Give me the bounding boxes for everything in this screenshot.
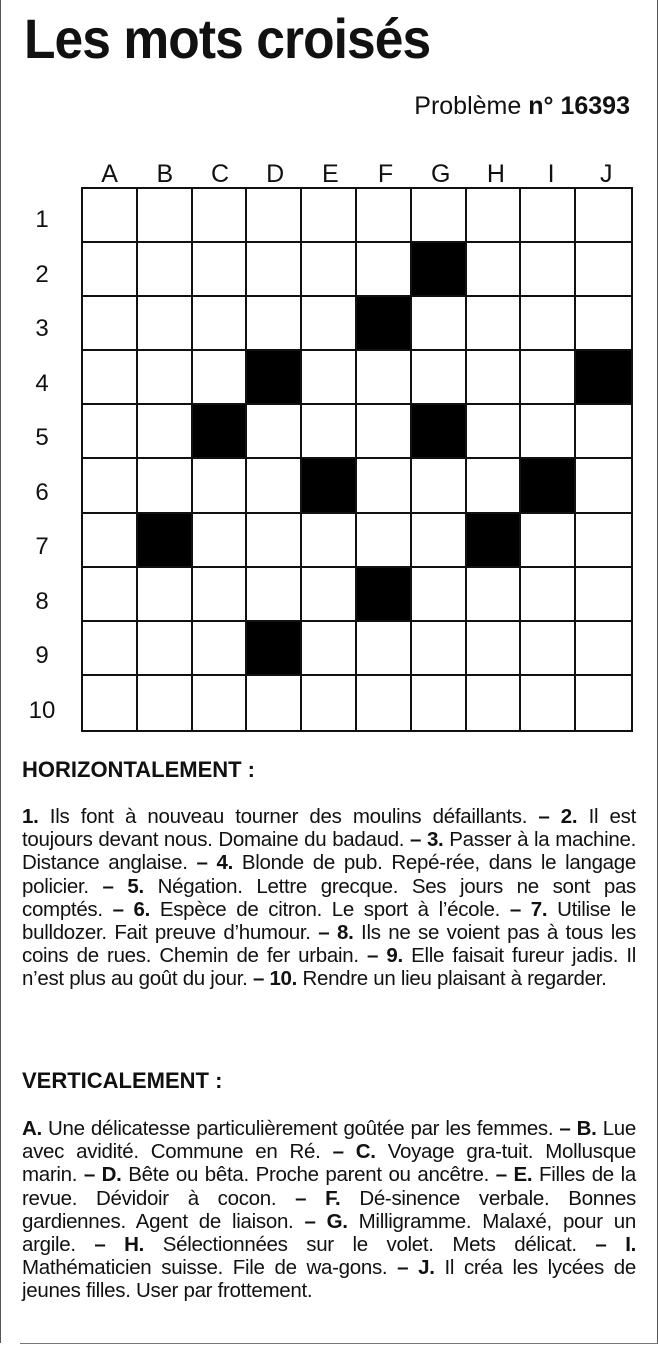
grid-cell-b1[interactable] bbox=[138, 189, 193, 243]
grid-cell-h6[interactable] bbox=[467, 459, 522, 513]
column-labels bbox=[82, 160, 634, 190]
grid-cell-i3[interactable] bbox=[521, 297, 576, 351]
grid-cell-e5[interactable] bbox=[302, 405, 357, 459]
grid-cell-j8[interactable] bbox=[576, 568, 631, 622]
page-border-bottom bbox=[20, 1343, 658, 1344]
row-label-2: 2 bbox=[35, 260, 49, 288]
problem-num-value: 16393 bbox=[560, 92, 630, 120]
clue-text: Une délicatesse particulièrement goûtée par les femmes. bbox=[41, 1117, 554, 1140]
clue-text: Ils font à nouveau tourner des moulins défaillants. bbox=[38, 805, 528, 828]
black-cell-e6 bbox=[302, 459, 357, 513]
black-cell-d4 bbox=[247, 351, 302, 405]
row-label-7: 7 bbox=[35, 533, 49, 560]
clue-text: Il est toujours devant nous. Domaine du badaud. bbox=[22, 805, 636, 852]
clue-number: H. bbox=[124, 1233, 145, 1257]
clue-text: Filles de la revue. Dévidoir à cocon. bbox=[22, 1163, 636, 1210]
grid-cell-j9[interactable] bbox=[576, 622, 631, 676]
row-label-4: 4 bbox=[35, 369, 49, 397]
grid-cell-c2[interactable] bbox=[193, 243, 248, 297]
grid-cell-h3[interactable] bbox=[467, 297, 522, 351]
clue-separator: – bbox=[489, 1163, 514, 1187]
clue-number: 8. bbox=[336, 921, 354, 945]
column-label-g: G bbox=[430, 160, 451, 188]
grid-cell-g3[interactable] bbox=[412, 297, 467, 351]
column-label-b: B bbox=[156, 160, 174, 188]
grid-cell-d10[interactable] bbox=[247, 676, 302, 730]
black-cell-h7 bbox=[467, 514, 522, 568]
grid-cell-c3[interactable] bbox=[193, 297, 248, 351]
page-border-left bbox=[0, 0, 1, 1343]
grid-cell-d3[interactable] bbox=[247, 297, 302, 351]
grid-cell-b5[interactable] bbox=[138, 405, 193, 459]
vertical-heading: VERTICALEMENT : bbox=[22, 1068, 223, 1093]
clue-number: B. bbox=[576, 1117, 597, 1140]
grid-cell-e1[interactable] bbox=[302, 189, 357, 243]
grid-cell-e7[interactable] bbox=[302, 514, 357, 568]
black-cell-d9 bbox=[247, 622, 302, 676]
grid-cell-b6[interactable] bbox=[138, 459, 193, 513]
grid-cell-d5[interactable] bbox=[247, 405, 302, 459]
clue-number: 1. bbox=[22, 805, 39, 828]
grid-cell-c9[interactable] bbox=[193, 622, 248, 676]
grid-cell-a3[interactable] bbox=[83, 297, 138, 351]
grid-cell-j6[interactable] bbox=[576, 459, 631, 513]
grid-cell-f1[interactable] bbox=[357, 189, 412, 243]
grid-cell-b9[interactable] bbox=[138, 622, 193, 676]
grid-cell-i2[interactable] bbox=[521, 243, 576, 297]
grid-cell-h5[interactable] bbox=[467, 405, 522, 459]
grid-cell-a10[interactable] bbox=[83, 676, 138, 730]
horizontal-clues bbox=[22, 805, 636, 991]
grid-cell-j2[interactable] bbox=[576, 243, 631, 297]
grid-cell-g9[interactable] bbox=[412, 622, 467, 676]
grid-cell-f9[interactable] bbox=[357, 622, 412, 676]
column-label-f: F bbox=[377, 160, 394, 188]
page-title: Les mots croisés bbox=[24, 7, 431, 70]
clue-separator: – bbox=[553, 1117, 577, 1140]
row-labels bbox=[22, 188, 62, 733]
clue-separator: – bbox=[404, 828, 427, 852]
grid-cell-i1[interactable] bbox=[521, 189, 576, 243]
clue-text: Il créa les lycées de jeunes filles. User par frottement. bbox=[22, 1256, 636, 1303]
grid-cell-i4[interactable] bbox=[521, 351, 576, 405]
grid-cell-b3[interactable] bbox=[138, 297, 193, 351]
clue-text: Négation. Lettre grecque. Ses jours ne sont pas comptés. bbox=[22, 874, 636, 921]
grid-cell-d2[interactable] bbox=[247, 243, 302, 297]
clue-separator: – bbox=[276, 1186, 326, 1210]
clue-number: I. bbox=[625, 1233, 636, 1257]
black-cell-j4 bbox=[576, 351, 631, 405]
grid-cell-e9[interactable] bbox=[302, 622, 357, 676]
row-label-1: 1 bbox=[35, 206, 49, 233]
clue-text: Lue avec avidité. Commune en Ré. bbox=[22, 1117, 636, 1164]
row-label-3: 3 bbox=[35, 315, 49, 342]
grid-cell-e2[interactable] bbox=[302, 243, 357, 297]
problem-num-prefix: n° bbox=[528, 92, 554, 120]
black-cell-c5 bbox=[193, 405, 248, 459]
grid-cell-h4[interactable] bbox=[467, 351, 522, 405]
grid-cell-c1[interactable] bbox=[193, 189, 248, 243]
grid-cell-c10[interactable] bbox=[193, 676, 248, 730]
grid-cell-a5[interactable] bbox=[83, 405, 138, 459]
black-cell-i6 bbox=[521, 459, 576, 513]
black-cell-f3 bbox=[357, 297, 412, 351]
column-label-j: J bbox=[600, 160, 613, 188]
black-cell-g2 bbox=[412, 243, 467, 297]
grid-cell-c7[interactable] bbox=[193, 514, 248, 568]
problem-label: Problème bbox=[414, 92, 522, 120]
clue-number: J. bbox=[418, 1256, 435, 1280]
grid-cell-b8[interactable] bbox=[138, 568, 193, 622]
grid-cell-c8[interactable] bbox=[193, 568, 248, 622]
clue-text: Mathématicien suisse. File de wa-gons. bbox=[22, 1256, 388, 1280]
grid-cell-d1[interactable] bbox=[247, 189, 302, 243]
grid-cell-h8[interactable] bbox=[467, 568, 522, 622]
clue-number: C. bbox=[355, 1140, 376, 1164]
grid-cell-j1[interactable] bbox=[576, 189, 631, 243]
clue-number: G. bbox=[326, 1209, 348, 1233]
grid-cell-i8[interactable] bbox=[521, 568, 576, 622]
grid-cell-a9[interactable] bbox=[83, 622, 138, 676]
grid-cell-h9[interactable] bbox=[467, 622, 522, 676]
column-label-c: C bbox=[210, 160, 229, 188]
clue-number: 5. bbox=[127, 874, 144, 898]
clue-separator: – bbox=[358, 944, 387, 968]
clue-text: Dé-sinence verbale. Bonnes gardiennes. Agent de liaison. bbox=[22, 1186, 636, 1233]
clue-separator: – bbox=[576, 1233, 626, 1257]
column-label-i: I bbox=[547, 160, 555, 188]
grid-cell-g1[interactable] bbox=[412, 189, 467, 243]
black-cell-g5 bbox=[412, 405, 467, 459]
row-label-10: 10 bbox=[28, 696, 56, 724]
grid-cell-d7[interactable] bbox=[247, 514, 302, 568]
black-cell-f8 bbox=[357, 568, 412, 622]
clue-text: Passer à la machine. Distance anglaise. bbox=[22, 828, 636, 875]
clue-separator: – bbox=[187, 851, 217, 875]
grid-cell-j5[interactable] bbox=[576, 405, 631, 459]
clue-number: 2. bbox=[560, 805, 578, 828]
clue-number: 10. bbox=[269, 967, 298, 991]
grid-cell-d6[interactable] bbox=[247, 459, 302, 513]
grid-cell-c4[interactable] bbox=[193, 351, 248, 405]
clue-number: 7. bbox=[530, 897, 548, 921]
clue-number: 9. bbox=[386, 944, 403, 968]
grid-cell-g8[interactable] bbox=[412, 568, 467, 622]
grid-cell-e8[interactable] bbox=[302, 568, 357, 622]
clue-number: F. bbox=[325, 1186, 341, 1210]
clue-text: Elle faisait fureur jadis. Il n’est plus au goût du jour. bbox=[22, 944, 637, 991]
row-label-8: 8 bbox=[35, 587, 49, 615]
clue-separator: – bbox=[102, 897, 134, 921]
clue-separator: – bbox=[77, 1163, 102, 1187]
grid-cell-b10[interactable] bbox=[138, 676, 193, 730]
grid-cell-e3[interactable] bbox=[302, 297, 357, 351]
problem-number bbox=[414, 92, 630, 121]
clue-number: E. bbox=[513, 1163, 533, 1187]
clue-separator: – bbox=[387, 1256, 419, 1280]
clue-number: 3. bbox=[426, 828, 444, 852]
grid-cell-h2[interactable] bbox=[467, 243, 522, 297]
grid-cell-b4[interactable] bbox=[138, 351, 193, 405]
grid-cell-a6[interactable] bbox=[83, 459, 138, 513]
grid-cell-a2[interactable] bbox=[83, 243, 138, 297]
grid-cell-j3[interactable] bbox=[576, 297, 631, 351]
clue-number: 6. bbox=[133, 897, 151, 921]
column-label-d: D bbox=[266, 160, 285, 188]
clue-separator: – bbox=[88, 874, 128, 898]
grid-cell-a1[interactable] bbox=[83, 189, 138, 243]
row-label-6: 6 bbox=[35, 478, 49, 506]
clue-separator: – bbox=[310, 921, 337, 945]
grid-cell-a4[interactable] bbox=[83, 351, 138, 405]
vertical-clues bbox=[22, 1117, 636, 1303]
horizontal-heading: HORIZONTALEMENT : bbox=[22, 757, 256, 782]
clue-text: Espèce de citron. Le sport à l’école. bbox=[150, 897, 501, 921]
clue-text: Rendre un lieu plaisant à regarder. bbox=[297, 967, 607, 991]
clue-text: Ils ne se voient pas à tous les coins de rues. Chemin de fer urbain. bbox=[22, 921, 636, 968]
grid-cell-a7[interactable] bbox=[83, 514, 138, 568]
clue-text: Voyage gra-tuit. Mollusque marin. bbox=[22, 1140, 636, 1187]
grid-cell-f2[interactable] bbox=[357, 243, 412, 297]
grid-cell-f10[interactable] bbox=[357, 676, 412, 730]
clue-separator: – bbox=[500, 897, 531, 921]
clue-number: A. bbox=[22, 1117, 42, 1140]
grid-cell-e10[interactable] bbox=[302, 676, 357, 730]
grid-cell-h1[interactable] bbox=[467, 189, 522, 243]
grid-cell-f4[interactable] bbox=[357, 351, 412, 405]
black-cell-b7 bbox=[138, 514, 193, 568]
grid-cell-i9[interactable] bbox=[521, 622, 576, 676]
grid-cell-h10[interactable] bbox=[467, 676, 522, 730]
clue-separator: – bbox=[293, 1209, 327, 1233]
clue-number: D. bbox=[101, 1163, 122, 1187]
grid-cell-i7[interactable] bbox=[521, 514, 576, 568]
grid-cell-c6[interactable] bbox=[193, 459, 248, 513]
clue-separator: – bbox=[527, 805, 561, 828]
clue-text: Bête ou bêta. Proche parent ou ancêtre. bbox=[121, 1163, 490, 1187]
grid-cell-g7[interactable] bbox=[412, 514, 467, 568]
grid-cell-f5[interactable] bbox=[357, 405, 412, 459]
grid-cell-i10[interactable] bbox=[521, 676, 576, 730]
grid-cell-b2[interactable] bbox=[138, 243, 193, 297]
column-label-h: H bbox=[486, 160, 505, 188]
clue-separator: – bbox=[320, 1140, 356, 1164]
grid-cell-g6[interactable] bbox=[412, 459, 467, 513]
clue-text: Milligramme. Malaxé, pour un argile. bbox=[22, 1209, 636, 1257]
column-label-e: E bbox=[322, 160, 339, 188]
grid-cell-j10[interactable] bbox=[576, 676, 631, 730]
clue-separator: – bbox=[247, 967, 270, 991]
grid-cell-f7[interactable] bbox=[357, 514, 412, 568]
grid-cell-i5[interactable] bbox=[521, 405, 576, 459]
grid-cell-g4[interactable] bbox=[412, 351, 467, 405]
clue-number: 4. bbox=[216, 851, 233, 875]
grid-cell-e4[interactable] bbox=[302, 351, 357, 405]
grid-cell-a8[interactable] bbox=[83, 568, 138, 622]
row-label-9: 9 bbox=[35, 642, 49, 669]
clue-text: Sélectionnées sur le volet. Mets délicat. bbox=[144, 1233, 577, 1257]
grid-cell-g10[interactable] bbox=[412, 676, 467, 730]
grid-cell-d8[interactable] bbox=[247, 568, 302, 622]
clue-text: Utilise le bulldozer. Fait preuve d’humour. bbox=[22, 897, 636, 945]
grid-cell-j7[interactable] bbox=[576, 514, 631, 568]
crossword-grid[interactable] bbox=[81, 187, 633, 732]
grid-cell-f6[interactable] bbox=[357, 459, 412, 513]
column-label-a: A bbox=[101, 160, 118, 188]
clue-text: Blonde de pub. Repé-rée, dans le langage policier. bbox=[22, 851, 636, 898]
clue-separator: – bbox=[75, 1233, 125, 1257]
row-label-5: 5 bbox=[35, 424, 49, 451]
